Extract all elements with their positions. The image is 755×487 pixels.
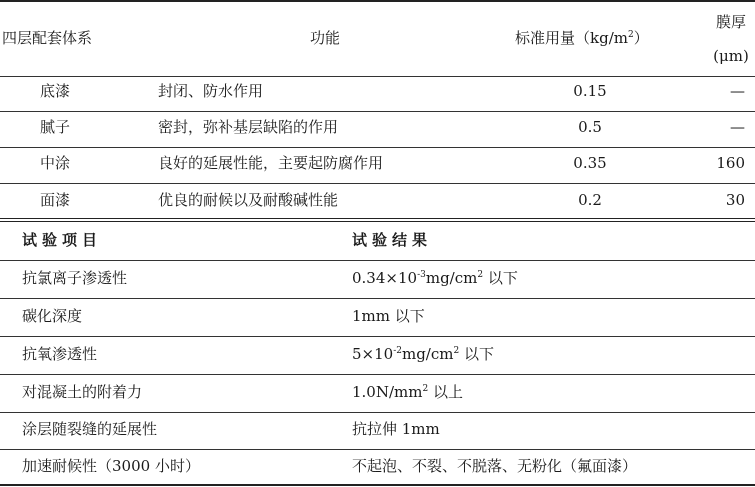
test-item: 涂层随裂缝的延展性 — [22, 420, 158, 438]
test-result: $0.34\times 10^{-3}mg/cm^2$ 以下 — [352, 269, 518, 287]
layer-name: 中涂 — [40, 154, 71, 172]
header-dosage: 标准用量$(kg/m^2)$ — [515, 29, 649, 47]
test-result: 不起泡、不裂、不脱落、无粉化（氟面漆） — [352, 457, 638, 475]
layer-dosage: 0.2 — [578, 191, 602, 209]
layer-name: 腻子 — [40, 118, 71, 136]
header-test-item: 试验项目 — [22, 231, 103, 249]
header-function: 功能 — [309, 29, 340, 47]
header-thickness-line2: (μm) — [713, 47, 749, 65]
bottom-rule — [0, 484, 755, 486]
test-item: 加速耐候性（3000 小时） — [22, 457, 200, 475]
layer-thickness: 160 — [716, 154, 745, 172]
layer-dosage: 0.35 — [573, 154, 607, 172]
test-result: 抗拉伸 1mm — [352, 420, 440, 438]
row-rule — [0, 374, 755, 375]
test-result: 1mm 以下 — [352, 307, 425, 325]
layer-function: 优良的耐候以及耐酸碱性能 — [158, 191, 339, 209]
table-separator-rule — [0, 221, 755, 222]
header-system: 四层配套体系 — [2, 29, 93, 47]
layer-name: 面漆 — [40, 191, 71, 209]
test-item: 碳化深度 — [22, 307, 83, 325]
row-rule — [0, 298, 755, 299]
row-rule — [0, 336, 755, 337]
layer-function: 封闭、防水作用 — [158, 82, 264, 100]
top-rule — [0, 0, 755, 2]
row-rule — [0, 111, 755, 112]
layer-thickness: — — [730, 82, 745, 100]
layer-name: 底漆 — [40, 82, 71, 100]
test-item: 抗氧渗透性 — [22, 345, 98, 363]
header-rule — [0, 76, 755, 77]
row-rule — [0, 449, 755, 450]
test-item: 对混凝土的附着力 — [22, 383, 143, 401]
layer-thickness: 30 — [725, 191, 745, 209]
layer-dosage: 0.15 — [573, 82, 607, 100]
test-result: $5\times 10^{-2}mg/cm^2$ 以下 — [352, 345, 495, 363]
layer-function: 良好的延展性能，主要起防腐作用 — [158, 154, 384, 172]
header-thickness-line1: 膜厚 — [715, 13, 746, 31]
test-result: $1.0N/mm^2$ 以上 — [352, 383, 463, 401]
layer-function: 密封，弥补基层缺陷的作用 — [158, 118, 339, 136]
row-rule — [0, 147, 755, 148]
header-rule — [0, 260, 755, 261]
layer-thickness: — — [730, 118, 745, 136]
test-item: 抗氯离子渗透性 — [22, 269, 128, 287]
row-rule — [0, 183, 755, 184]
row-rule — [0, 412, 755, 413]
layer-dosage: 0.5 — [578, 118, 602, 136]
table-separator-rule — [0, 218, 755, 219]
header-test-result: 试验结果 — [352, 231, 433, 249]
